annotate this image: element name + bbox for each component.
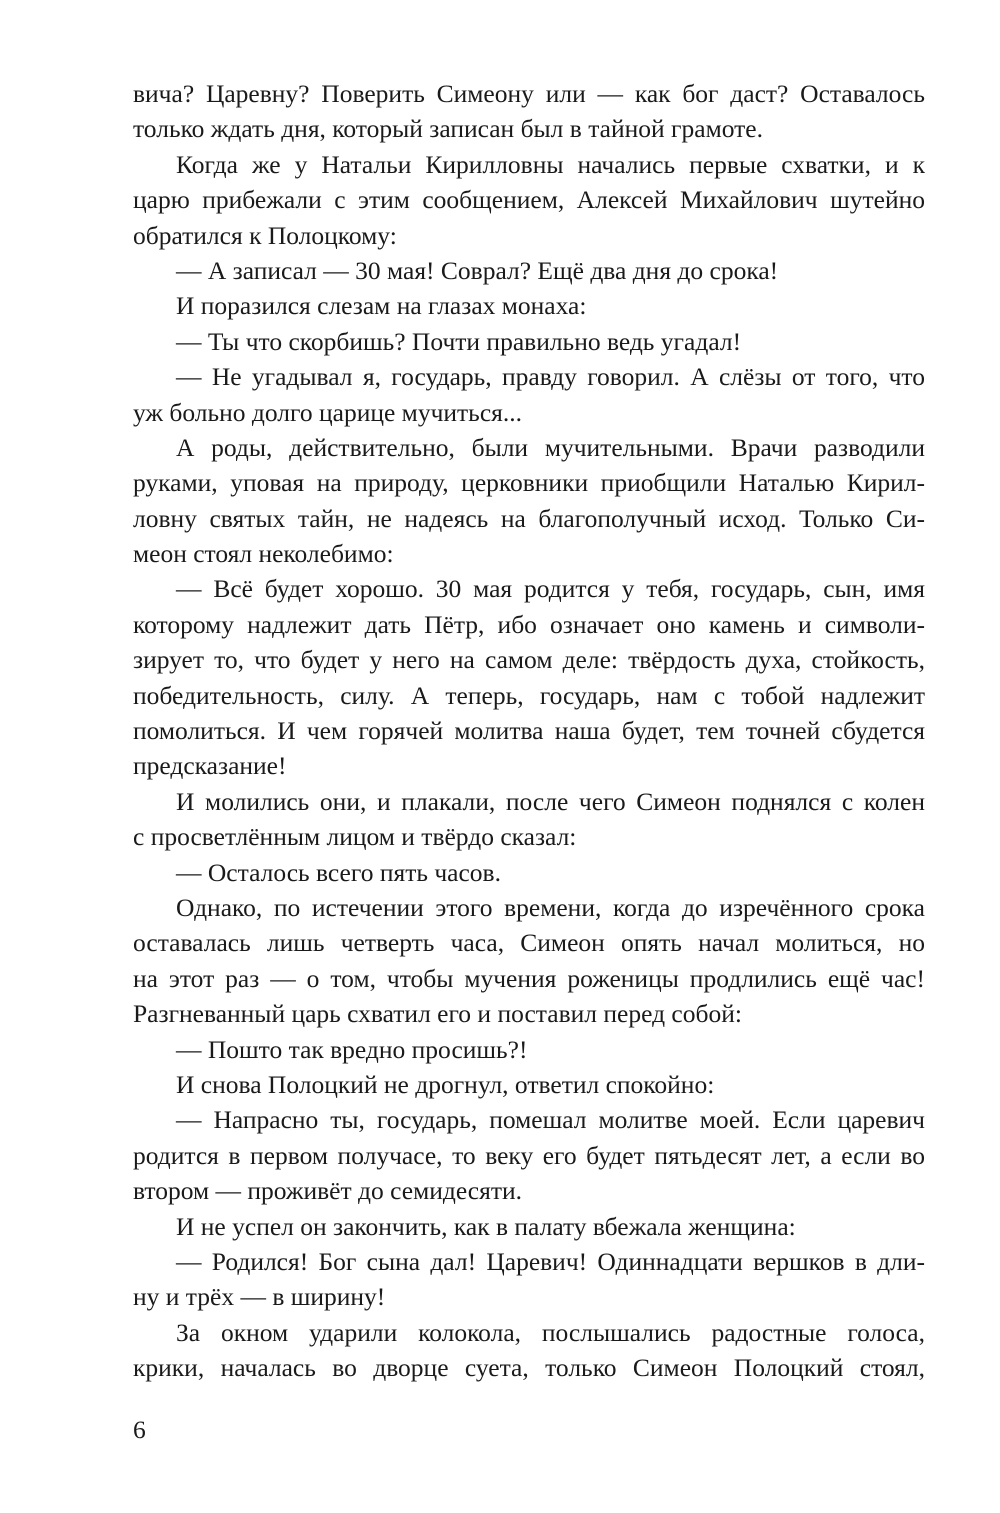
text-line: — Напрасно ты, государь, помешал молитве моей. Если царевич [176,1105,925,1135]
text-line: И не успел он закончить, как в палату вбежала женщина: [176,1211,796,1241]
text-line: — Родился! Бог сына дал! Царевич! Одиннадцати вершков в дли- [176,1246,925,1276]
text-line: И снова Полоцкий не дрогнул, ответил спокойно: [176,1069,715,1099]
text-line: — А записал — 30 мая! Соврал? Ещё два дня до срока! [176,255,779,285]
text-line: — Осталось всего пять часов. [176,857,501,887]
text-line: За окном ударили колокола, послышались радостные голоса, [176,1317,925,1347]
text-line: победительность, силу. А теперь, государь, нам с тобой надлежит [133,680,925,710]
text-line: только ждать дня, который записан был в тайной грамоте. [133,114,763,144]
body-text [133,76,925,1385]
text-line: — Пошто так вредно просишь?! [176,1034,528,1064]
text-line: царю прибежали с этим сообщением, Алексей Михайлович шутейно [133,185,925,215]
text-line: — Не угадывал я, государь, правду говорил. А слёзы от того, что [176,362,925,392]
text-line: уж больно долго царице мучиться... [133,397,522,427]
text-line: оставалась лишь четверть часа, Симеон опять начал молиться, но [133,928,925,958]
text-line: зирует то, что будет у него на самом деле: твёрдость духа, стойкость, [133,645,925,675]
text-line: втором — проживёт до семидесяти. [133,1176,522,1206]
text-line: И поразился слезам на глазах монаха: [176,291,587,321]
text-line: предсказание! [133,751,287,781]
text-line: помолиться. И чем горячей молитва наша будет, тем точней сбудется [133,716,925,746]
text-line: руками, уповая на природу, церковники приобщили Наталью Кирил- [133,468,925,498]
text-line: Однако, по истечении этого времени, когда до изречённого срока [176,892,925,922]
text-line: — Ты что скорбишь? Почти правильно ведь угадал! [176,326,742,356]
text-line: И молились они, и плакали, после чего Симеон поднялся с колен [176,786,925,816]
text-line: которому надлежит дать Пётр, ибо означает оно камень и символи- [133,609,925,639]
text-line: родится в первом получасе, то веку его будет пятьдесят лет, а если во [133,1140,925,1170]
text-line: крики, началась во дворце суета, только Симеон Полоцкий стоял, [133,1353,925,1383]
text-line: Когда же у Натальи Кирилловны начались первые схватки, и к [176,149,925,179]
text-line: Разгневанный царь схватил его и поставил перед собой: [133,999,742,1029]
text-line: — Всё будет хорошо. 30 мая родится у тебя, государь, сын, имя [176,574,925,604]
text-line: А роды, действительно, были мучительными. Врачи разводили [176,432,925,462]
text-line: с просветлённым лицом и твёрдо сказал: [133,822,577,852]
text-line: меон стоял неколебимо: [133,539,394,569]
page-number: 6 [133,1415,146,1444]
text-line: ловну святых тайн, не надеясь на благополучный исход. Только Си- [133,503,925,533]
text-line: на этот раз — о том, чтобы мучения роженицы продлились ещё час! [133,963,925,993]
text-line: ну и трёх — в ширину! [133,1282,386,1312]
text-line: обратился к Полоцкому: [133,220,397,250]
text-line: вича? Царевну? Поверить Симеону или — как бог даст? Оставалось [133,79,925,108]
